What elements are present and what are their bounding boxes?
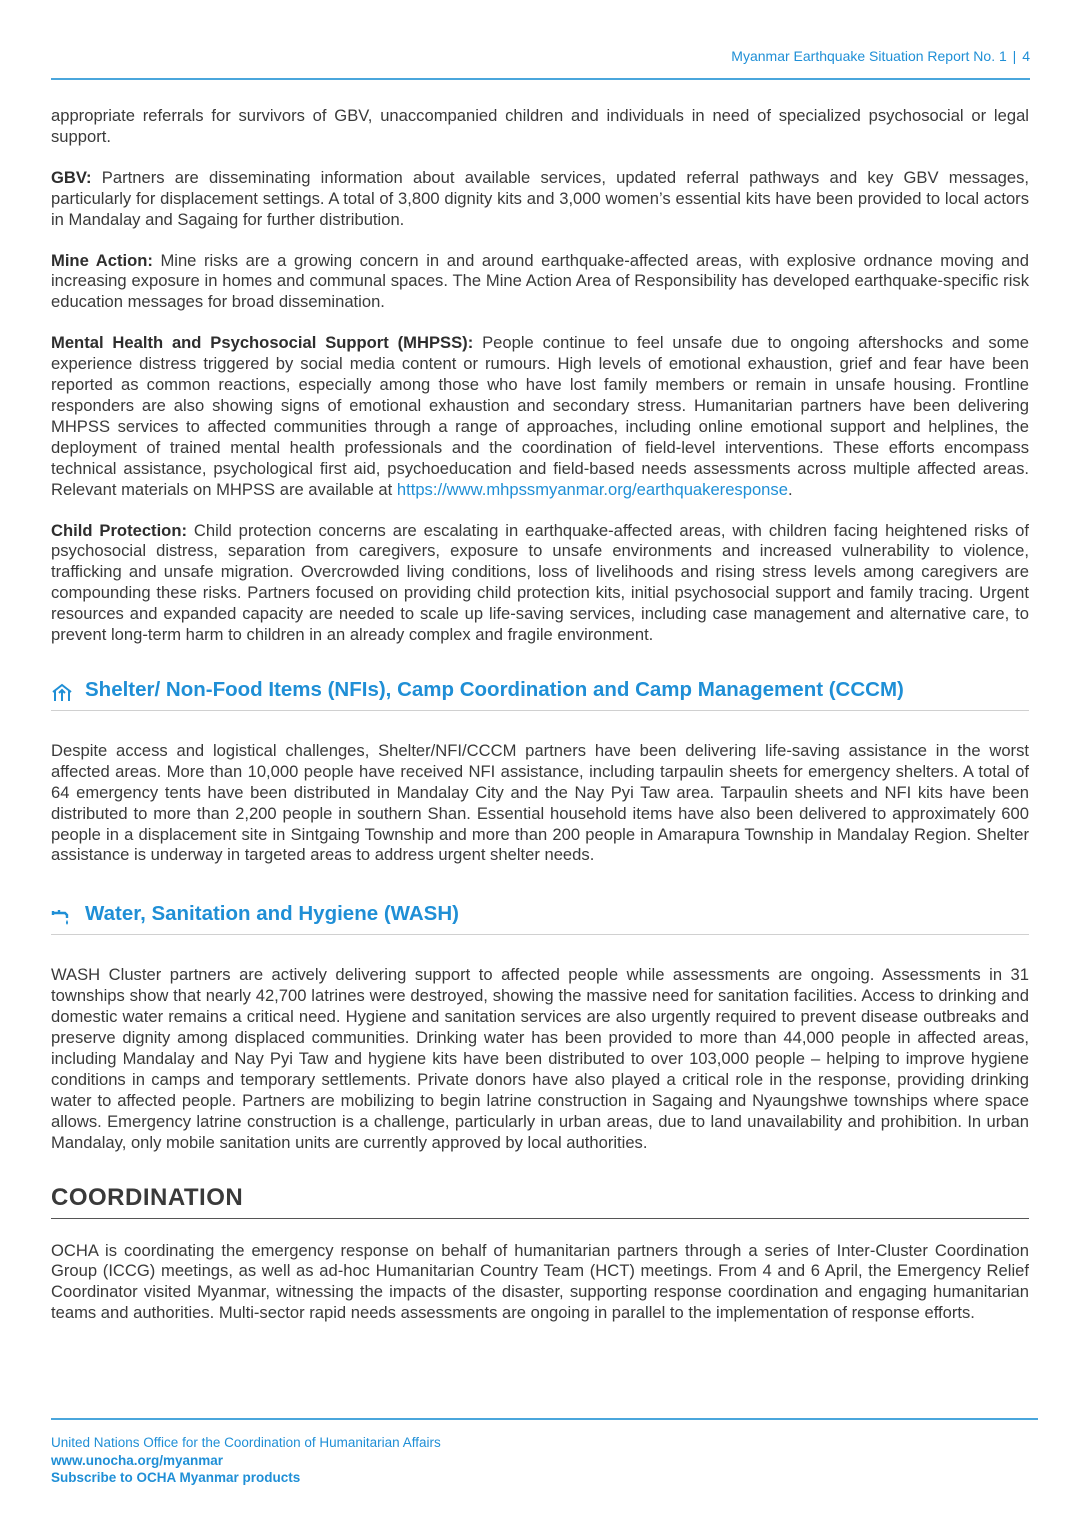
page-content [51, 106, 1029, 1344]
wash-section-title: Water, Sanitation and Hygiene (WASH) [85, 902, 459, 926]
coordination-heading [51, 1182, 1029, 1219]
coordination-title: COORDINATION [51, 1183, 244, 1211]
mhpss-link[interactable]: https://www.mhpssmyanmar.org/earthquakeresponse [396, 479, 788, 499]
mine-action-text: Mine risks are a growing concern in and around earthquake-affected areas, with explosive ordnance moving and increasing exposure in homes and communal spaces. The Mine Action Area of Responsibility has developed earthquake-specific risk education messages for broad dissemination. [51, 250, 1029, 312]
gbv-label: GBV: [51, 167, 92, 187]
footer-org: United Nations Office for the Coordination of Humanitarian Affairs [51, 1435, 441, 1450]
page-header [51, 40, 1030, 80]
mhpss-end: . [787, 479, 793, 499]
child-protection-label: Child Protection: [51, 520, 187, 540]
mhpss-label: Mental Health and Psychosocial Support (MHPSS): [51, 333, 474, 353]
shelter-section-heading [51, 678, 1029, 711]
mine-action-label: Mine Action: [51, 250, 153, 270]
header-separator: | [1012, 48, 1017, 64]
child-protection-text: Child protection concerns are escalating in earthquake-affected areas, with children facing heightened risks of psychosocial distress, separation from caregivers, exposure to unsafe environments and increased vulnerability to violence, trafficking and unsafe migration. Overcrowded living conditions, loss of livelihoods and rising stress levels among caregivers are compounding these risks. Partners focused on providing child protection kits, initial psychosocial support and family tracing. Urgent resources and expanded capacity are needed to scale up life-saving services, including case management and alternative care, to prevent long-term harm to children in an already complex and fragile environment. [51, 520, 1029, 645]
mhpss-text: People continue to feel unsafe due to ongoing aftershocks and some experience distress triggered by social media content or rumours. High levels of emotional exhaustion, grief and fear have been reported as common reactions, especially among those who have lost family members or remain in unsafe housing. Frontline responders are also showing signs of emotional exhaustion and secondary stress. Humanitarian partners have been delivering MHPSS services to affected communities through a range of approaches, including online emotional support and helplines, the deployment of trained mental health professionals and the coordination of field-level interventions. These efforts encompass technical assistance, psychological first aid, psychoeducation and field-based needs assessments across multiple affected areas. Relevant materials on MHPSS are available at [51, 333, 1029, 499]
gbv-text: Partners are disseminating information about available services, updated referral pathways and key GBV messages, particularly for displacement settings. A total of 3,800 dignity kits and 3,000 women’s essential kits have been provided to local actors in Mandalay and Sagaing for further distribution. [51, 167, 1029, 229]
shelter-section-title: Shelter/ Non-Food Items (NFIs), Camp Coordination and Camp Management (CCCM) [85, 677, 904, 701]
child-protection-paragraph [51, 521, 1029, 646]
shelter-icon [51, 682, 73, 704]
footer-url-link[interactable]: www.unocha.org/myanmar [51, 1452, 224, 1468]
intro-paragraph: appropriate referrals for survivors of GBV, unaccompanied children and individuals in need of specialized psychosocial or legal support. [51, 106, 1029, 146]
water-tap-icon [51, 906, 73, 928]
wash-paragraph: WASH Cluster partners are actively delivering support to affected people while assessments are ongoing. Assessments in 31 townships show that nearly 42,700 latrines were destroyed, showing the massive need for sanitation facilities. Access to drinking and domestic water remains a critical need. Hygiene and sanitation services are also urgently required to prevent disease outbreaks and preserve dignity among displaced communities. Drinking water has been provided to more than 44,000 people in affected areas, including Mandalay and Nay Pyi Taw and hygiene kits have been distributed to over 103,000 people – helping to improve hygiene conditions in camps and temporary settlements. Private donors have also played a critical role in the response, providing drinking water to affected people. Partners are mobilizing to begin latrine construction in Sagaing and Nyaungshwe townships where space allows. Emergency latrine construction is a challenge, particularly in urban areas, due to land unavailability and prohibition. In urban Mandalay, only mobile sanitation units are currently approved by local authorities. [51, 965, 1029, 1152]
coordination-paragraph: OCHA is coordinating the emergency response on behalf of humanitarian partners through a series of Inter-Cluster Coordination Group (ICCG) meetings, as well as ad-hoc Humanitarian Country Team (HCT) meetings. From 4 and 6 April, the Emergency Relief Coordinator visited Myanmar, witnessing the impacts of the disaster, supporting response coordination and engaging humanitarian teams and authorities. Multi-sector rapid needs assessments are ongoing in parallel to the implementation of response efforts. [51, 1240, 1029, 1323]
shelter-paragraph: Despite access and logistical challenges, Shelter/NFI/CCCM partners have been delivering life-saving assistance in the worst affected areas. More than 10,000 people have received NFI assistance, including tarpaulin sheets for emergency shelters. A total of 64 emergency tents have been distributed in Mandalay City and the Nay Pyi Taw area. Tarpaulin sheets and NFI kits have been distributed to more than 2,200 people in southern Shan. Essential household items have also been delivered to approximately 600 people in a displacement site in Sintgaing Township and more than 200 people in Amarapura Township in Mandalay Region. Shelter assistance is underway in targeted areas to address urgent shelter needs. [51, 740, 1029, 865]
gbv-paragraph [51, 168, 1029, 231]
wash-section-heading [51, 902, 1029, 935]
report-header [731, 48, 1030, 64]
report-title: Myanmar Earthquake Situation Report No. 1 [731, 48, 1007, 64]
mhpss-paragraph [51, 333, 1029, 500]
mine-action-paragraph [51, 251, 1029, 314]
page-footer [51, 1418, 1038, 1487]
footer-subscribe-link[interactable]: Subscribe to OCHA Myanmar products [51, 1470, 301, 1485]
page-number: 4 [1022, 48, 1030, 64]
